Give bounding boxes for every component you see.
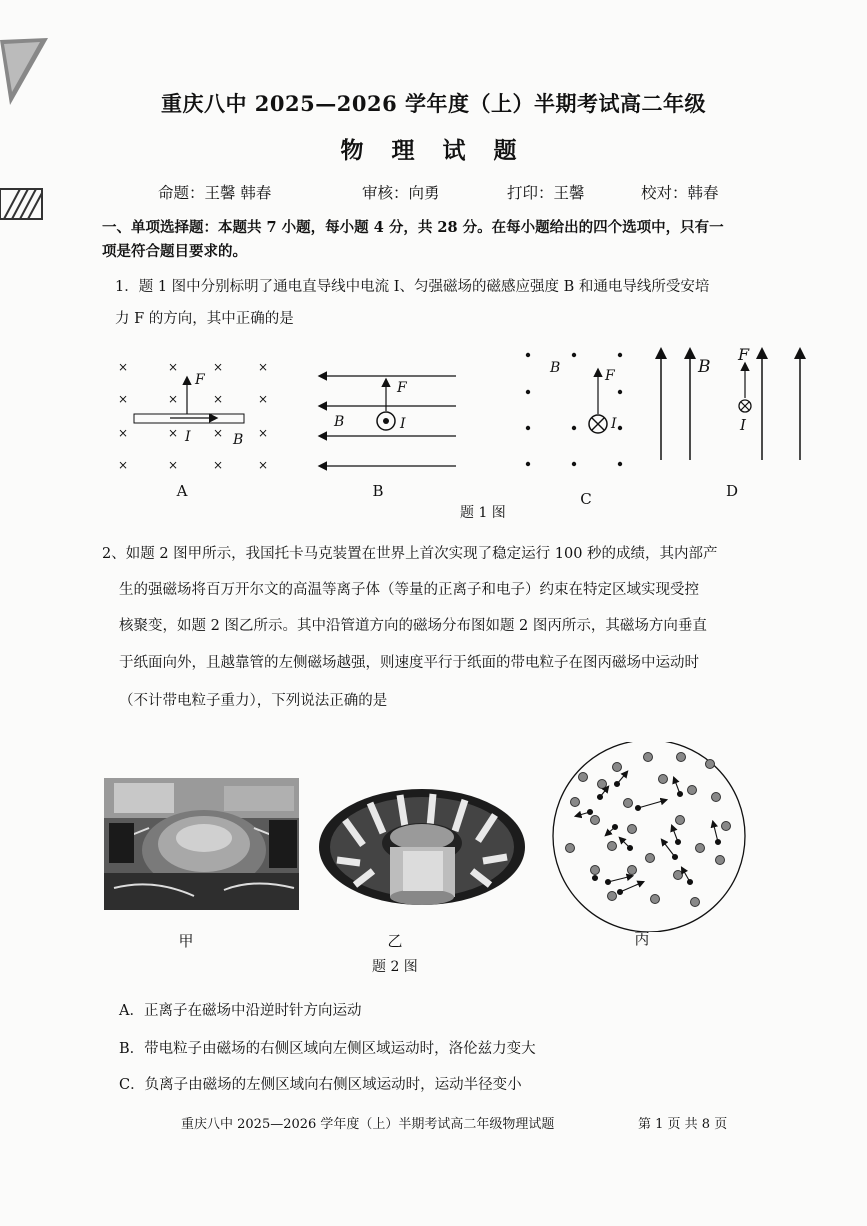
credit-review: 审核：向勇	[362, 184, 440, 202]
svg-text:×: ×	[168, 426, 179, 440]
fig-1-label-b: B	[372, 482, 384, 500]
credit-print: 打印：王馨	[507, 184, 585, 202]
svg-text:×: ×	[213, 392, 224, 406]
question-2-stem-2: 生的强磁场将百万开尔文的高温等离子体（等量的正离子和电子）约束在特定区域实现受控	[119, 582, 699, 598]
figure-1a	[118, 360, 268, 472]
svg-text:×: ×	[118, 392, 129, 406]
figure-1c	[526, 353, 622, 466]
svg-text:I: I	[185, 429, 191, 445]
option-a: A．正离子在磁场中沿逆时针方向运动	[119, 1003, 362, 1019]
svg-text:F: F	[738, 345, 750, 364]
question-2-stem-5: （不计带电粒子重力），下列说法正确的是	[119, 693, 388, 709]
fig-2-label-yi: 乙	[387, 932, 403, 950]
footer-page-number: 第 1 页 共 8 页	[638, 1117, 728, 1132]
svg-text:×: ×	[258, 426, 269, 440]
figure-2b-torus	[315, 785, 530, 910]
option-c: C．负离子由磁场的左侧区域向右侧区域运动时，运动半径变小	[119, 1077, 522, 1093]
subject-title: 物 理 试 题	[340, 137, 527, 164]
fig-1-label-d: D	[725, 482, 739, 500]
figure-2a-photo	[104, 778, 299, 910]
figure-1-caption: 题 1 图	[460, 505, 506, 521]
figure-2c-field	[550, 742, 750, 932]
question-1-stem-cont: 力 F 的方向，其中正确的是	[115, 311, 294, 327]
fig-1-label-a: A	[176, 482, 188, 500]
svg-text:F: F	[397, 380, 407, 396]
figure-1b	[320, 376, 456, 466]
svg-text:F: F	[195, 372, 205, 388]
svg-text:B: B	[698, 357, 711, 377]
svg-text:B: B	[550, 360, 561, 376]
fig-2-label-bing: 丙	[634, 930, 650, 948]
svg-text:×: ×	[258, 458, 269, 472]
svg-text:×: ×	[118, 360, 129, 374]
svg-text:I: I	[400, 416, 406, 432]
svg-text:×: ×	[168, 458, 179, 472]
question-2-stem-4: 于纸面向外，且越靠管的左侧磁场越强，则速度平行于纸面的带电粒子在图丙磁场中运动时	[119, 655, 699, 671]
hatch-mark-icon	[0, 187, 44, 223]
question-1-stem: 1．题 1 图中分别标明了通电直导线中电流 I、匀强磁场的磁感应强度 B 和通电导线所受安培	[115, 279, 710, 295]
svg-text:×: ×	[213, 458, 224, 472]
page-title: 重庆八中 2025—2026 学年度（上）半期考试高二年级	[160, 91, 706, 116]
svg-text:B: B	[233, 432, 244, 448]
figure-2-caption: 题 2 图	[372, 959, 418, 975]
svg-text:×: ×	[168, 392, 179, 406]
svg-text:×: ×	[118, 458, 129, 472]
credit-proof: 校对：韩春	[641, 184, 719, 202]
fig-1-label-c: C	[580, 490, 592, 508]
svg-text:×: ×	[118, 426, 129, 440]
fig-2-label-jia: 甲	[178, 932, 194, 950]
figure-1d	[661, 345, 800, 460]
credit-author: 命题：王馨 韩春	[158, 184, 272, 202]
footer-title: 重庆八中 2025—2026 学年度（上）半期考试高二年级物理试题	[181, 1117, 555, 1132]
option-b: B．带电粒子由磁场的右侧区域向左侧区域运动时，洛伦兹力变大	[119, 1041, 536, 1057]
question-2-stem-3: 核聚变，如题 2 图乙所示。其中沿管道方向的磁场分布图如题 2 图丙所示，其磁场方向垂直	[119, 618, 707, 634]
svg-text:×: ×	[213, 360, 224, 374]
svg-text:×: ×	[168, 360, 179, 374]
figure-1	[100, 340, 820, 485]
svg-text:×: ×	[258, 360, 269, 374]
question-2-stem: 2、如题 2 图甲所示，我国托卡马克装置在世界上首次实现了稳定运行 100 秒的成绩，其内部产	[102, 546, 718, 562]
svg-text:B: B	[334, 414, 345, 430]
section-heading-cont: 项是符合题目要求的。	[102, 243, 247, 260]
section-heading: 一、单项选择题：本题共 7 小题，每小题 4 分，共 28 分。在每小题给出的四个选项中，只有一	[102, 219, 724, 236]
svg-text:×: ×	[213, 426, 224, 440]
svg-text:F: F	[605, 368, 615, 384]
svg-text:I: I	[740, 416, 746, 434]
svg-text:I: I	[611, 416, 617, 432]
svg-text:×: ×	[258, 392, 269, 406]
